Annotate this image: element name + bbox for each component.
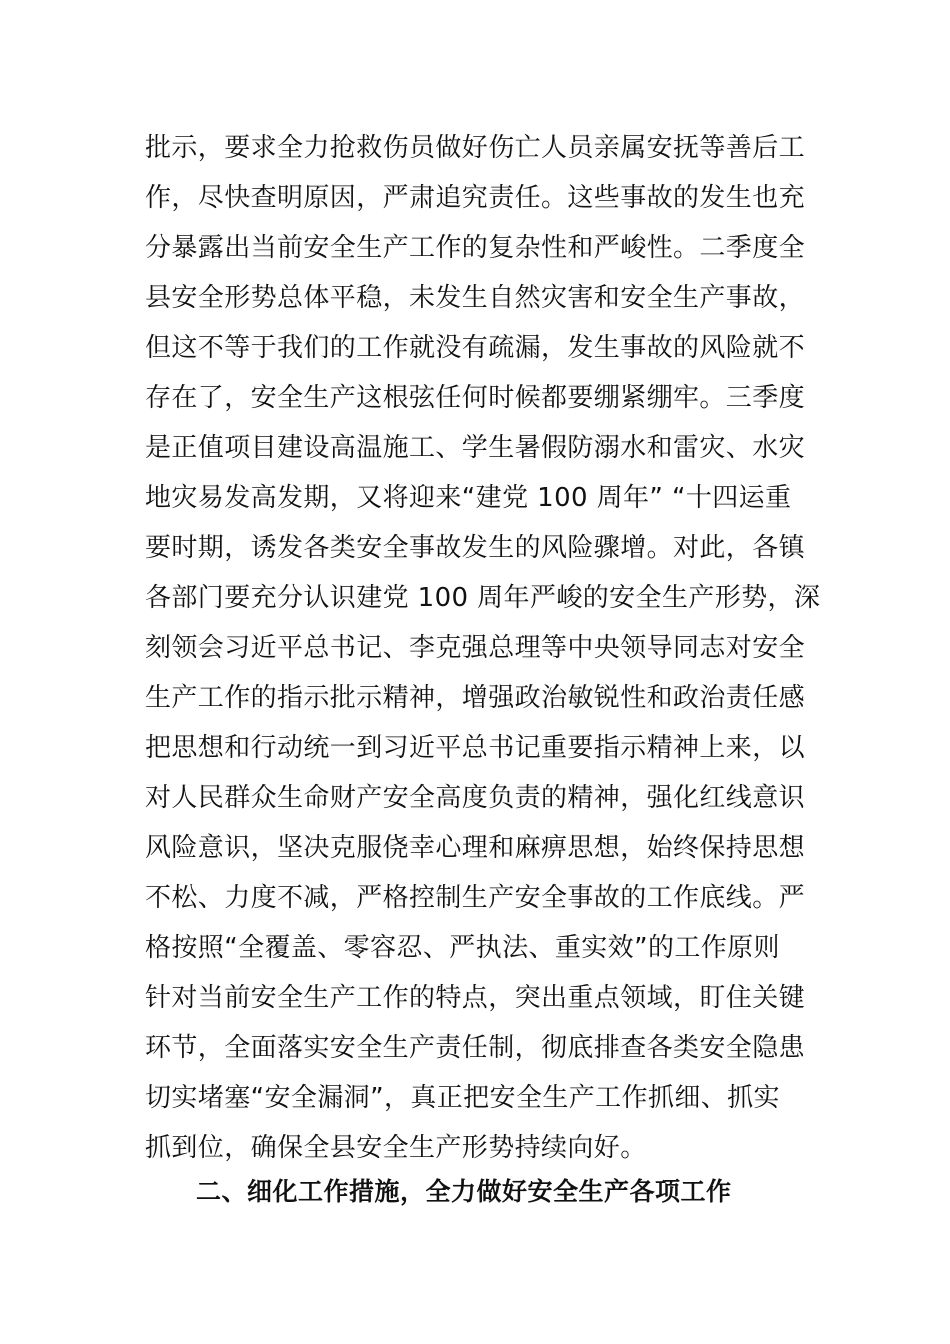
- paragraph-line: 把思想和行动统一到习近平总书记重要指示精神上来，以: [145, 733, 806, 763]
- paragraph-line: 是正值项目建设高温施工、学生暑假防溺水和雷灾、水灾: [145, 433, 806, 463]
- paragraph-line: 生产工作的指示批示精神，增强政治敏锐性和政治责任感: [145, 683, 806, 713]
- paragraph-line: 切实堵塞“安全漏洞”，真正把安全生产工作抓细、抓实: [145, 1083, 780, 1113]
- paragraph-line: 要时期，诱发各类安全事故发生的风险骤增。对此，各镇: [145, 533, 806, 563]
- paragraph-line: 分暴露出当前安全生产工作的复杂性和严峻性。二季度全: [145, 233, 806, 263]
- paragraph-line: 抓到位，确保全县安全生产形势持续向好。: [145, 1133, 647, 1163]
- paragraph-line: 作，尽快查明原因，严肃追究责任。这些事故的发生也充: [145, 183, 806, 213]
- paragraph-line: 环节，全面落实安全生产责任制，彻底排查各类安全隐患: [145, 1033, 806, 1063]
- paragraph-line: 针对当前安全生产工作的特点，突出重点领域，盯住关键: [145, 983, 806, 1013]
- paragraph-line: 存在了，安全生产这根弦任何时候都要绷紧绷牢。三季度: [145, 383, 806, 413]
- paragraph-line: 风险意识，坚决克服侥幸心理和麻痹思想，始终保持思想: [145, 833, 806, 863]
- body-paragraph: [145, 123, 821, 1173]
- paragraph-line: 不松、力度不减，严格控制生产安全事故的工作底线。严: [145, 883, 806, 913]
- paragraph-line: 但这不等于我们的工作就没有疏漏，发生事故的风险就不: [145, 333, 806, 363]
- paragraph-line: 对人民群众生命财产安全高度负责的精神，强化红线意识: [145, 783, 806, 813]
- section-heading: 二、细化工作措施，全力做好安全生产各项工作: [196, 1177, 732, 1206]
- paragraph-line: 各部门要充分认识建党 100 周年严峻的安全生产形势，深: [145, 583, 821, 613]
- paragraph-line: 县安全形势总体平稳，未发生自然灾害和安全生产事故，: [145, 283, 806, 313]
- paragraph-line: 批示，要求全力抢救伤员做好伤亡人员亲属安抚等善后工: [145, 133, 806, 163]
- paragraph-line: 地灾易发高发期，又将迎来“建党 100 周年” “十四运重: [145, 483, 792, 513]
- paragraph-line: 刻领会习近平总书记、李克强总理等中央领导同志对安全: [145, 633, 806, 663]
- paragraph-line: 格按照“全覆盖、零容忍、严执法、重实效”的工作原则: [145, 933, 780, 963]
